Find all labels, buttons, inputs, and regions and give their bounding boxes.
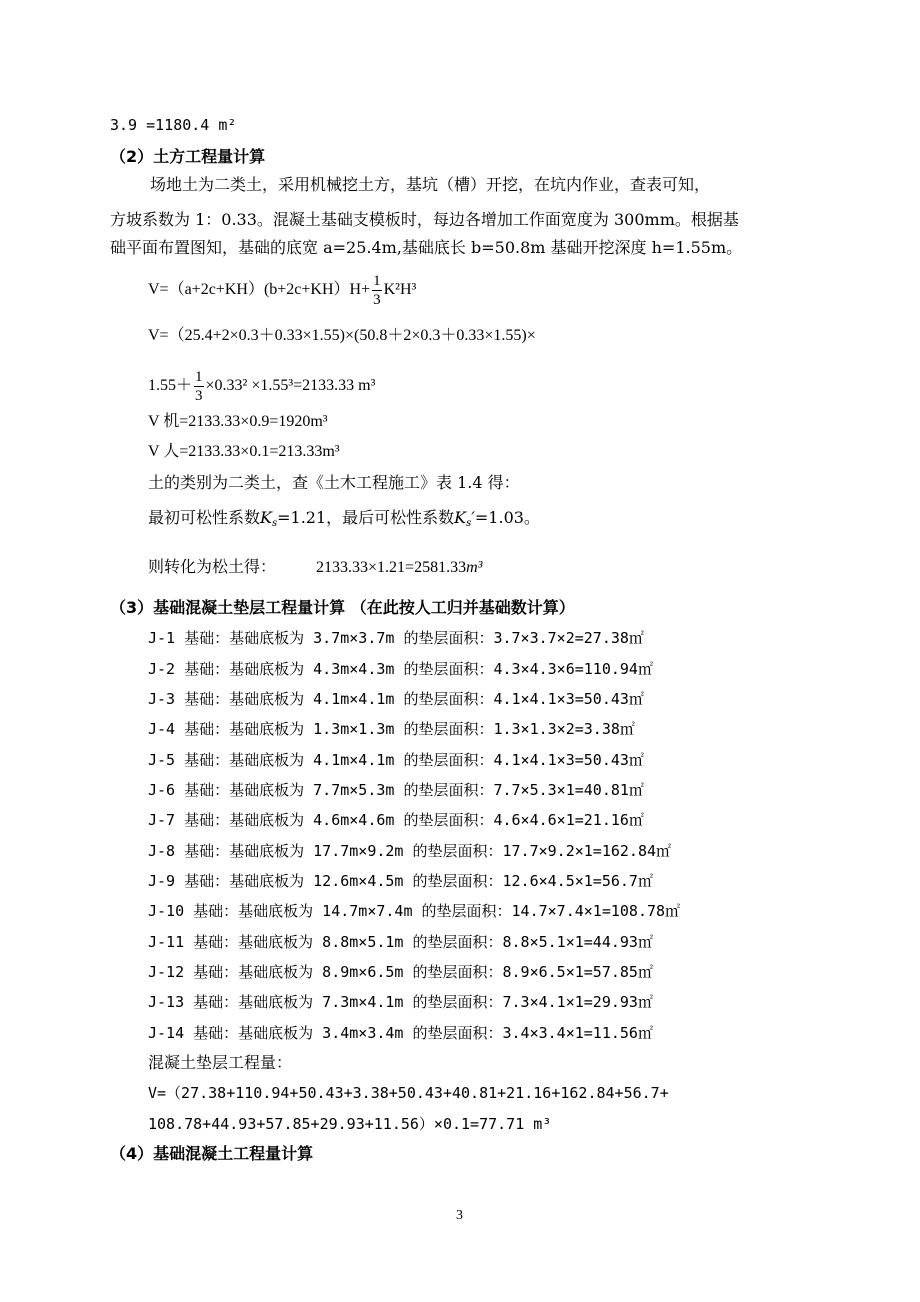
paragraph-line-2: 方坡系数为 1：0.33。混凝土基础支模板时，每边各增加工作面宽度为 300mm。根据基 [110, 210, 739, 229]
formula-result-right: ×0.33² ×1.55³=2133.33 m³ [205, 377, 376, 395]
formula-volume-result [148, 368, 375, 405]
list-item: J-3 基础：基础底板为 4.1m×4.1m 的垫层面积：4.1×4.1×3=50.43㎡ [148, 690, 644, 708]
formula-volume-substituted: V=（25.4+2×0.3＋0.33×1.55)×(50.8＋2×0.3＋0.33×1.55)× [148, 327, 536, 344]
ks-prime-value: =1.03。 [474, 508, 540, 527]
ks-symbol: $K_s$ [260, 508, 278, 529]
ks-prime-symbol: $K_s'$ [454, 508, 475, 529]
formula-general-right: K²H³ [383, 281, 417, 299]
total-label: 混凝土垫层工程量： [148, 1053, 293, 1072]
manual-volume: V 人=2133.33×0.1=213.33m³ [148, 443, 340, 460]
list-item: J-13 基础：基础底板为 7.3m×4.1m 的垫层面积：7.3×4.1×1=29.93㎡ [148, 993, 653, 1011]
fraction-one-third-2: $\frac{1}{3}$ [195, 369, 203, 404]
section-2-heading: （2）土方工程量计算 [110, 147, 266, 166]
conversion-value: 2133.33×1.21=2581.33 [316, 559, 467, 576]
list-item: J-10 基础：基础底板为 14.7m×7.4m 的垫层面积：14.7×7.4×1=108.78㎡ [148, 902, 681, 920]
formula-result-left: 1.55＋ [148, 377, 193, 395]
list-item: J-11 基础：基础底板为 8.8m×5.1m 的垫层面积：8.8×5.1×1=44.93㎡ [148, 933, 653, 951]
paragraph-line-3: 础平面布置图知，基础的底宽 a=25.4m,基础底长 b=50.8m 基础开挖深度 h=1.55m。 [110, 238, 743, 257]
section-3-heading: （3）基础混凝土垫层工程量计算 （在此按人工归并基础数计算） [110, 598, 575, 617]
section-4-heading: （4）基础混凝土工程量计算 [110, 1144, 314, 1163]
soil-type-line: 土的类别为二类土，查《土木工程施工》表 1.4 得： [148, 473, 520, 492]
machine-volume: V 机=2133.33×0.9=1920m³ [148, 413, 328, 430]
list-item: J-4 基础：基础底板为 1.3m×1.3m 的垫层面积：1.3×1.3×2=3.38㎡ [148, 720, 635, 738]
total-formula-line-2: 108.78+44.93+57.85+29.93+11.56）×0.1=77.71 m³ [148, 1115, 552, 1133]
list-item: J-12 基础：基础底板为 8.9m×6.5m 的垫层面积：8.9×6.5×1=57.85㎡ [148, 963, 653, 981]
formula-general-left: V=（a+2c+KH）(b+2c+KH）H+ [148, 281, 371, 299]
conversion-label: 则转化为松土得： [148, 557, 277, 576]
list-item: J-5 基础：基础底板为 4.1m×4.1m 的垫层面积：4.1×4.1×3=50.43㎡ [148, 751, 644, 769]
carryover-line: 3.9 =1180.4 m² [110, 116, 237, 134]
loose-soil-conversion [148, 556, 482, 579]
formula-volume-general [148, 272, 416, 309]
loose-label: 最初可松性系数 [148, 508, 261, 527]
conversion-unit: m³ [466, 559, 483, 576]
list-item: J-8 基础：基础底板为 17.7m×9.2m 的垫层面积：17.7×9.2×1=162.84㎡ [148, 842, 672, 860]
list-item: J-7 基础：基础底板为 4.6m×4.6m 的垫层面积：4.6×4.6×1=21.16㎡ [148, 811, 644, 829]
ks-value: =1.21，最后可松性系数 [277, 508, 455, 527]
list-item: J-6 基础：基础底板为 7.7m×5.3m 的垫层面积：7.7×5.3×1=40.81㎡ [148, 781, 644, 799]
list-item: J-1 基础：基础底板为 3.7m×3.7m 的垫层面积：3.7×3.7×2=27.38㎡ [148, 629, 644, 647]
fraction-one-third: $\frac{1}{3}$ [373, 273, 381, 308]
list-item: J-2 基础：基础底板为 4.3m×4.3m 的垫层面积：4.3×4.3×6=110.94㎡ [148, 660, 653, 678]
list-item: J-9 基础：基础底板为 12.6m×4.5m 的垫层面积：12.6×4.5×1=56.7㎡ [148, 872, 653, 890]
list-item: J-14 基础：基础底板为 3.4m×3.4m 的垫层面积：3.4×3.4×1=11.56㎡ [148, 1024, 653, 1042]
loose-coefficients [148, 507, 540, 529]
total-formula-line-1: V=（27.38+110.94+50.43+3.38+50.43+40.81+21.16+162.84+56.7+ [148, 1084, 669, 1102]
paragraph-line-1: 场地土为二类土，采用机械挖土方，基坑（槽）开挖，在坑内作业，查表可知， [150, 175, 711, 194]
page-number: 3 [456, 1208, 463, 1223]
